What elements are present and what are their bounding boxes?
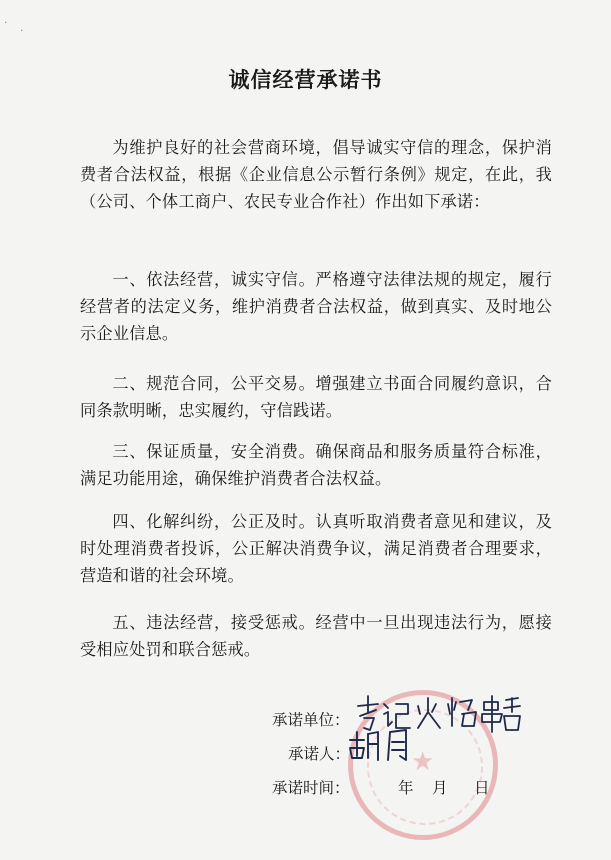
scan-speck: · xyxy=(4,18,8,29)
commitment-item-1: 一、依法经营，诚实守信。严格遵守法律法规的规定，履行经营者的法定义务，维护消费者合法权益，做到真实、及时地公示企业信息。 xyxy=(80,270,552,343)
day-label: 日 xyxy=(474,779,490,797)
year-label: 年 xyxy=(398,779,414,797)
scan-speck: · xyxy=(20,26,24,37)
person-row xyxy=(288,742,350,764)
person-handwritten-signature xyxy=(344,722,424,766)
seal-star-icon: ★ xyxy=(411,747,435,777)
time-row xyxy=(272,776,350,798)
unit-row xyxy=(272,708,350,730)
commitment-item-3: 三、保证质量，安全消费。确保商品和服务质量符合标准，满足功能用途，确保维护消费者合法权益。 xyxy=(80,442,552,488)
time-label: 承诺时间： xyxy=(272,779,350,797)
month-label: 月 xyxy=(432,779,448,797)
intro-paragraph: 为维护良好的社会营商环境，倡导诚实守信的理念，保护消费者合法权益，根据《企业信息公示暂行条例》规定，在此，我（公司、个体工商户、农民专业合作社）作出如下承诺： xyxy=(80,138,552,211)
document-title: 诚信经营承诺书 xyxy=(228,67,383,92)
person-label: 承诺人： xyxy=(288,745,351,763)
commitment-item-4: 四、化解纠纷，公正及时。认真听取消费者意见和建议，及时处理消费者投诉，公正解决消费争议，满足消费者合理要求，营造和谐的社会环境。 xyxy=(80,512,552,585)
commitment-item-5: 五、违法经营，接受惩戒。经营中一旦出现违法行为，愿接受相应处罚和联合惩戒。 xyxy=(80,613,552,659)
unit-label: 承诺单位： xyxy=(272,711,350,729)
commitment-item-2: 二、规范合同，公平交易。增强建立书面合同履约意识，合同条款明晰，忠实履约，守信践诺。 xyxy=(80,374,552,420)
